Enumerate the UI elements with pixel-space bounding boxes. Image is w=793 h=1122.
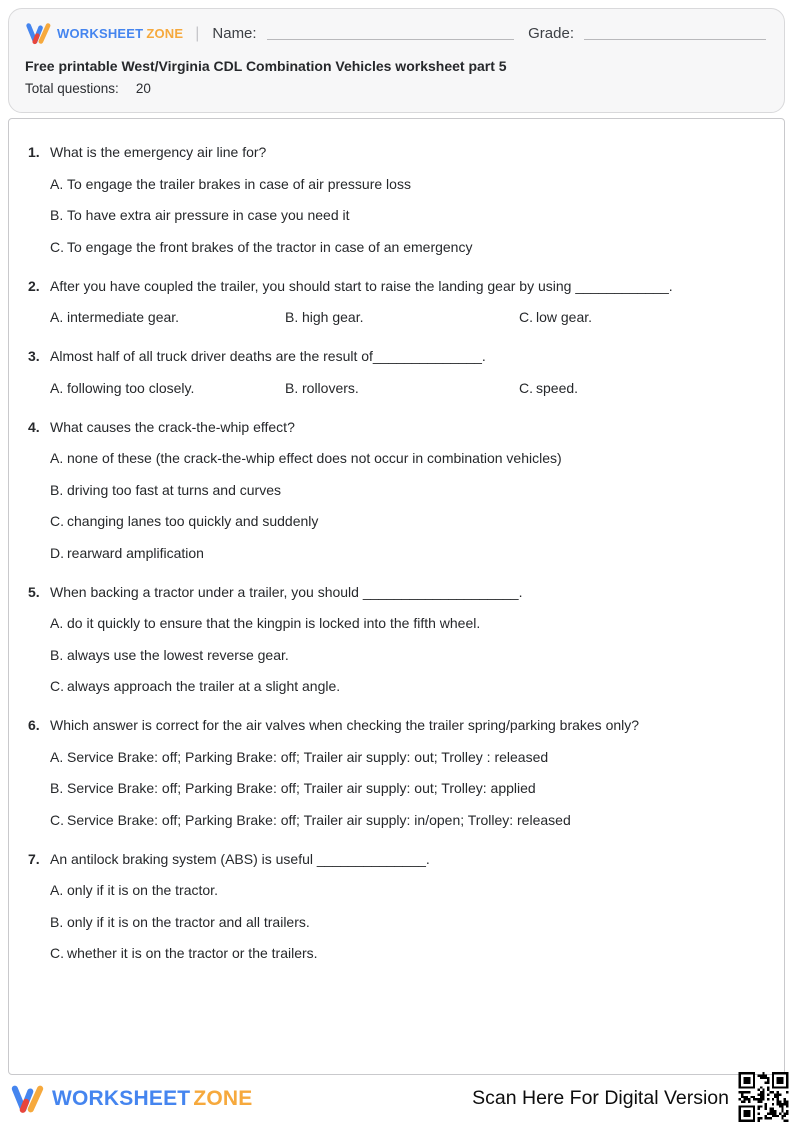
footer (0, 1075, 793, 1122)
option-c (50, 239, 764, 255)
question-3 (28, 348, 764, 396)
total-questions-label: Total questions: (25, 81, 119, 96)
option-letter: C. (50, 945, 64, 961)
option-letter: C. (50, 811, 64, 828)
option-text: rearward amplification (67, 544, 204, 561)
worksheetzone-logo-icon (25, 22, 51, 45)
brand-word-zone: ZONE (193, 1086, 253, 1110)
question-text: What is the emergency air line for? (50, 144, 267, 160)
question-number: 1. (28, 144, 40, 160)
option-text: always approach the trailer at a slight angle. (67, 678, 341, 694)
option-letter: A. (50, 882, 64, 898)
grade-blank-line (584, 27, 766, 40)
option-a (50, 176, 764, 192)
qr-code (737, 1072, 790, 1122)
footer-brand-wordmark (52, 1087, 252, 1111)
header-card (8, 8, 785, 113)
option-text: speed. (536, 379, 579, 396)
option-letter: C. (519, 309, 533, 325)
option-text: Service Brake: off; Parking Brake: off; Trailer air supply: out; Trolley : released (67, 748, 549, 765)
option-text: low gear. (536, 309, 593, 325)
option-c (519, 380, 764, 396)
option-text: following too closely. (67, 379, 195, 396)
question-line (28, 348, 764, 364)
question-line (28, 851, 764, 867)
option-letter: C. (50, 678, 64, 694)
question-6 (28, 717, 764, 828)
option-letter: C. (519, 379, 533, 396)
option-c (50, 678, 764, 694)
option-text: To engage the front brakes of the tractor in case of an emergency (67, 238, 473, 255)
option-text: rollovers. (302, 379, 359, 396)
option-text: changing lanes too quickly and suddenly (67, 513, 319, 529)
question-text: After you have coupled the trailer, you should start to raise the landing gear by using ____________. (50, 277, 673, 294)
option-letter: B. (50, 780, 64, 796)
option-letter: A. (50, 175, 64, 192)
option-b (50, 647, 764, 663)
brand-logo (25, 22, 183, 45)
option-a (50, 615, 764, 631)
option-b (285, 309, 519, 325)
option-letter: C. (50, 238, 64, 255)
question-line (28, 419, 764, 435)
question-number: 4. (28, 418, 40, 435)
option-b (50, 780, 764, 796)
option-c (50, 812, 764, 828)
question-number: 2. (28, 277, 40, 294)
header-top-row (25, 22, 766, 45)
options-list (50, 176, 764, 255)
option-text: only if it is on the tractor and all trailers. (67, 913, 310, 930)
questions-card (8, 118, 785, 1075)
options-list (50, 380, 764, 396)
options-list (50, 615, 764, 694)
option-letter: D. (50, 544, 64, 561)
total-questions-value: 20 (135, 81, 151, 96)
question-text: Which answer is correct for the air valves when checking the trailer spring/parking brakes only? (50, 717, 640, 733)
option-letter: A. (50, 309, 64, 325)
question-4 (28, 419, 764, 561)
option-text: only if it is on the tractor. (67, 882, 218, 898)
option-text: do it quickly to ensure that the kingpin is locked into the fifth wheel. (67, 615, 481, 631)
scan-here-text: Scan Here For Digital Version (472, 1087, 729, 1109)
option-b (50, 207, 764, 223)
total-questions-row (25, 81, 766, 96)
question-text: An antilock braking system (ABS) is useful ______________. (50, 850, 430, 867)
option-a (50, 882, 764, 898)
option-b (50, 914, 764, 930)
option-letter: A. (50, 379, 64, 396)
question-number: 5. (28, 583, 40, 600)
option-text: driving too fast at turns and curves (67, 481, 281, 498)
option-letter: B. (285, 309, 299, 325)
question-1 (28, 144, 764, 255)
question-number: 6. (28, 717, 40, 733)
question-number: 3. (28, 348, 40, 364)
option-text: high gear. (302, 309, 364, 325)
option-text: always use the lowest reverse gear. (67, 646, 289, 663)
brand-wordmark (57, 26, 183, 41)
question-line (28, 144, 764, 160)
option-letter: A. (50, 615, 64, 631)
option-a (50, 450, 764, 466)
brand-word-worksheet: WORKSHEET (52, 1086, 191, 1110)
option-text: whether it is on the tractor or the trailers. (67, 945, 318, 961)
question-text: Almost half of all truck driver deaths are the result of______________. (50, 348, 486, 364)
options-list (50, 450, 764, 561)
options-list (50, 882, 764, 961)
option-text: intermediate gear. (67, 309, 180, 325)
option-letter: B. (50, 646, 64, 663)
question-number: 7. (28, 850, 40, 867)
question-text: When backing a tractor under a trailer, you should ____________________. (50, 583, 523, 600)
brand-word-worksheet: WORKSHEET (57, 26, 144, 41)
option-a (50, 309, 285, 325)
option-text: none of these (the crack-the-whip effect does not occur in combination vehicles) (67, 450, 562, 466)
option-letter: A. (50, 450, 64, 466)
option-a (50, 380, 285, 396)
option-letter: B. (285, 379, 299, 396)
question-2 (28, 278, 764, 326)
option-letter: B. (50, 481, 64, 498)
option-letter: B. (50, 913, 64, 930)
question-7 (28, 851, 764, 962)
grade-label: Grade: (528, 25, 574, 42)
options-list (50, 309, 764, 325)
question-line (28, 717, 764, 733)
option-text: Service Brake: off; Parking Brake: off; Trailer air supply: in/open; Trolley: released (67, 811, 571, 828)
question-5 (28, 584, 764, 695)
worksheet-title: Free printable West/Virginia CDL Combination Vehicles worksheet part 5 (25, 58, 507, 74)
question-line (28, 278, 764, 294)
header-divider: | (195, 24, 200, 42)
name-blank-line (267, 27, 515, 40)
option-b (50, 482, 764, 498)
question-line (28, 584, 764, 600)
option-letter: C. (50, 513, 64, 529)
option-text: To have extra air pressure in case you need it (67, 207, 350, 223)
option-c (519, 309, 764, 325)
option-text: To engage the trailer brakes in case of air pressure loss (67, 175, 411, 192)
option-b (285, 380, 519, 396)
option-d (50, 545, 764, 561)
options-list (50, 749, 764, 828)
worksheetzone-logo-icon (10, 1084, 44, 1114)
name-label: Name: (212, 25, 257, 42)
option-letter: A. (50, 748, 64, 765)
option-a (50, 749, 764, 765)
option-text: Service Brake: off; Parking Brake: off; Trailer air supply: out; Trolley: applied (67, 780, 536, 796)
option-c (50, 945, 764, 961)
option-letter: B. (50, 207, 64, 223)
brand-word-zone: ZONE (146, 26, 184, 41)
question-text: What causes the crack-the-whip effect? (50, 418, 295, 435)
footer-brand-logo (10, 1084, 252, 1114)
option-c (50, 513, 764, 529)
